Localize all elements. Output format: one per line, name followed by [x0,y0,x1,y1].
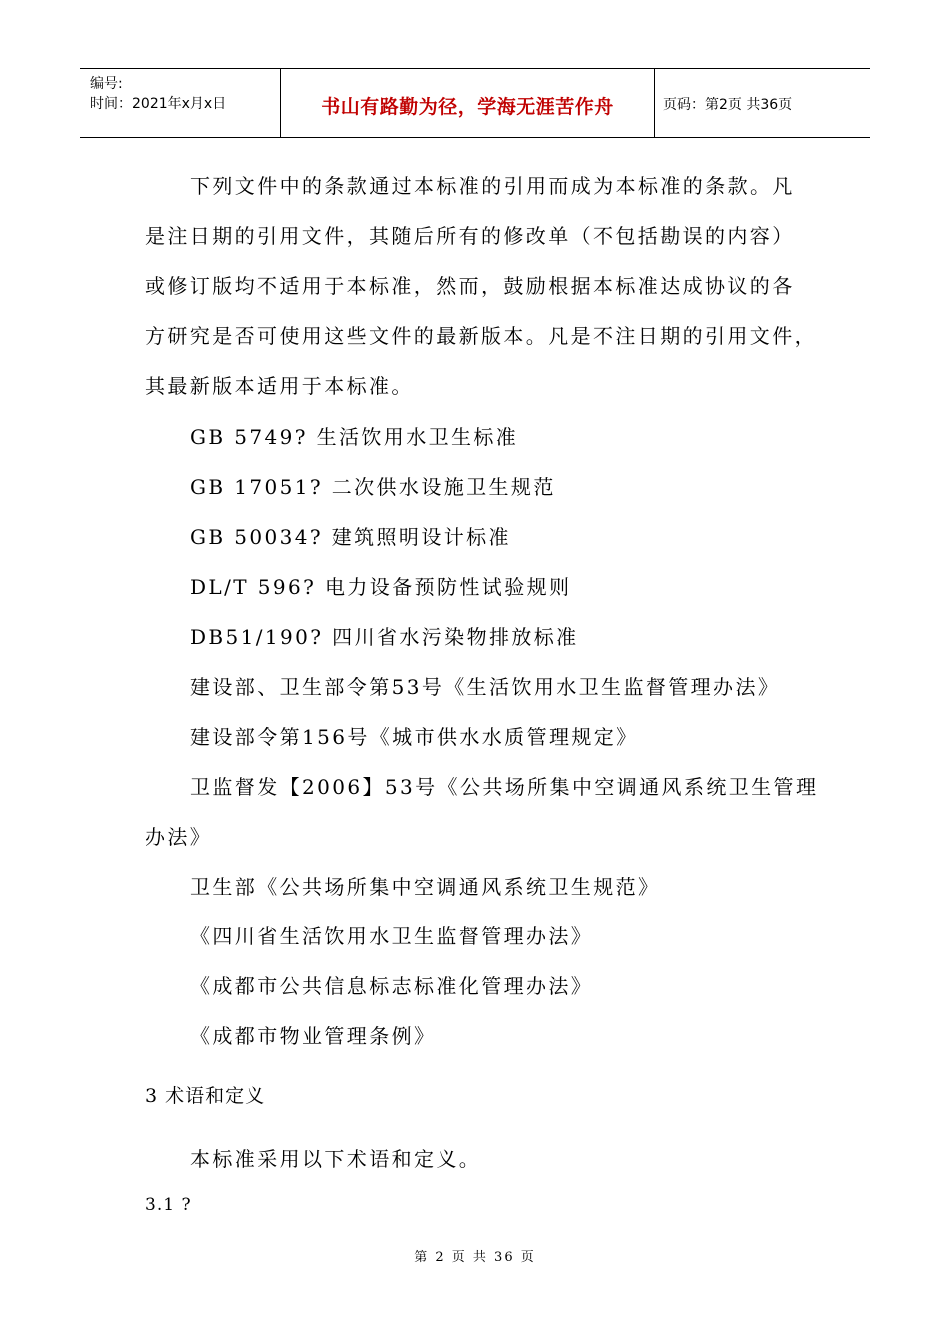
reference-item: 《四川省生活饮用水卫生监督管理办法》 [190,924,594,948]
reference-item: GB 50034? 建筑照明设计标准 [190,525,511,549]
paragraph-line: 是注日期的引用文件，其随后所有的修改单（不包括勘误的内容） [145,224,795,248]
section-heading: 3 术语和定义 [145,1085,266,1107]
paragraph-line: 或修订版均不适用于本标准，然而，鼓励根据本标准达成协议的各 [145,274,795,298]
header-page-info: 页码：第2页 共36页 [663,97,793,113]
header-motto: 书山有路勤为径，学海无涯苦作舟 [321,96,614,118]
reference-item: GB 5749? 生活饮用水卫生标准 [190,425,519,449]
paragraph-line: 下列文件中的条款通过本标准的引用而成为本标准的条款。凡 [190,174,795,198]
header-right-cell [655,69,870,137]
reference-item: DB51/190? 四川省水污染物排放标准 [190,625,579,649]
paragraph-line: 本标准采用以下术语和定义。 [190,1147,482,1171]
reference-item: 卫生部《公共场所集中空调通风系统卫生规范》 [190,875,661,899]
header-left-cell [80,69,281,137]
reference-item: 建设部令第156号《城市供水水质管理规定》 [190,725,639,749]
number-label: 编号: [90,76,123,92]
paragraph-line: 方研究是否可使用这些文件的最新版本。凡是不注日期的引用文件， [145,324,817,348]
page-header [80,68,870,138]
reference-item: 《成都市公共信息标志标准化管理办法》 [190,974,594,998]
reference-item: 卫监督发【2006】53号《公共场所集中空调通风系统卫生管理 [190,775,819,799]
reference-item: 建设部、卫生部令第53号《生活饮用水卫生监督管理办法》 [190,675,781,699]
subsection-heading: 3.1 ? [145,1195,192,1215]
reference-item-continuation: 办法》 [145,825,213,849]
reference-item: 《成都市物业管理条例》 [190,1024,437,1048]
header-middle-cell [281,69,655,137]
paragraph-line: 其最新版本适用于本标准。 [145,374,414,398]
page-footer: 第 2 页 共 36 页 [414,1250,536,1265]
reference-item: GB 17051? 二次供水设施卫生规范 [190,475,556,499]
reference-item: DL/T 596? 电力设备预防性试验规则 [190,575,572,599]
time-label: 时间：2021年x月x日 [90,96,227,112]
